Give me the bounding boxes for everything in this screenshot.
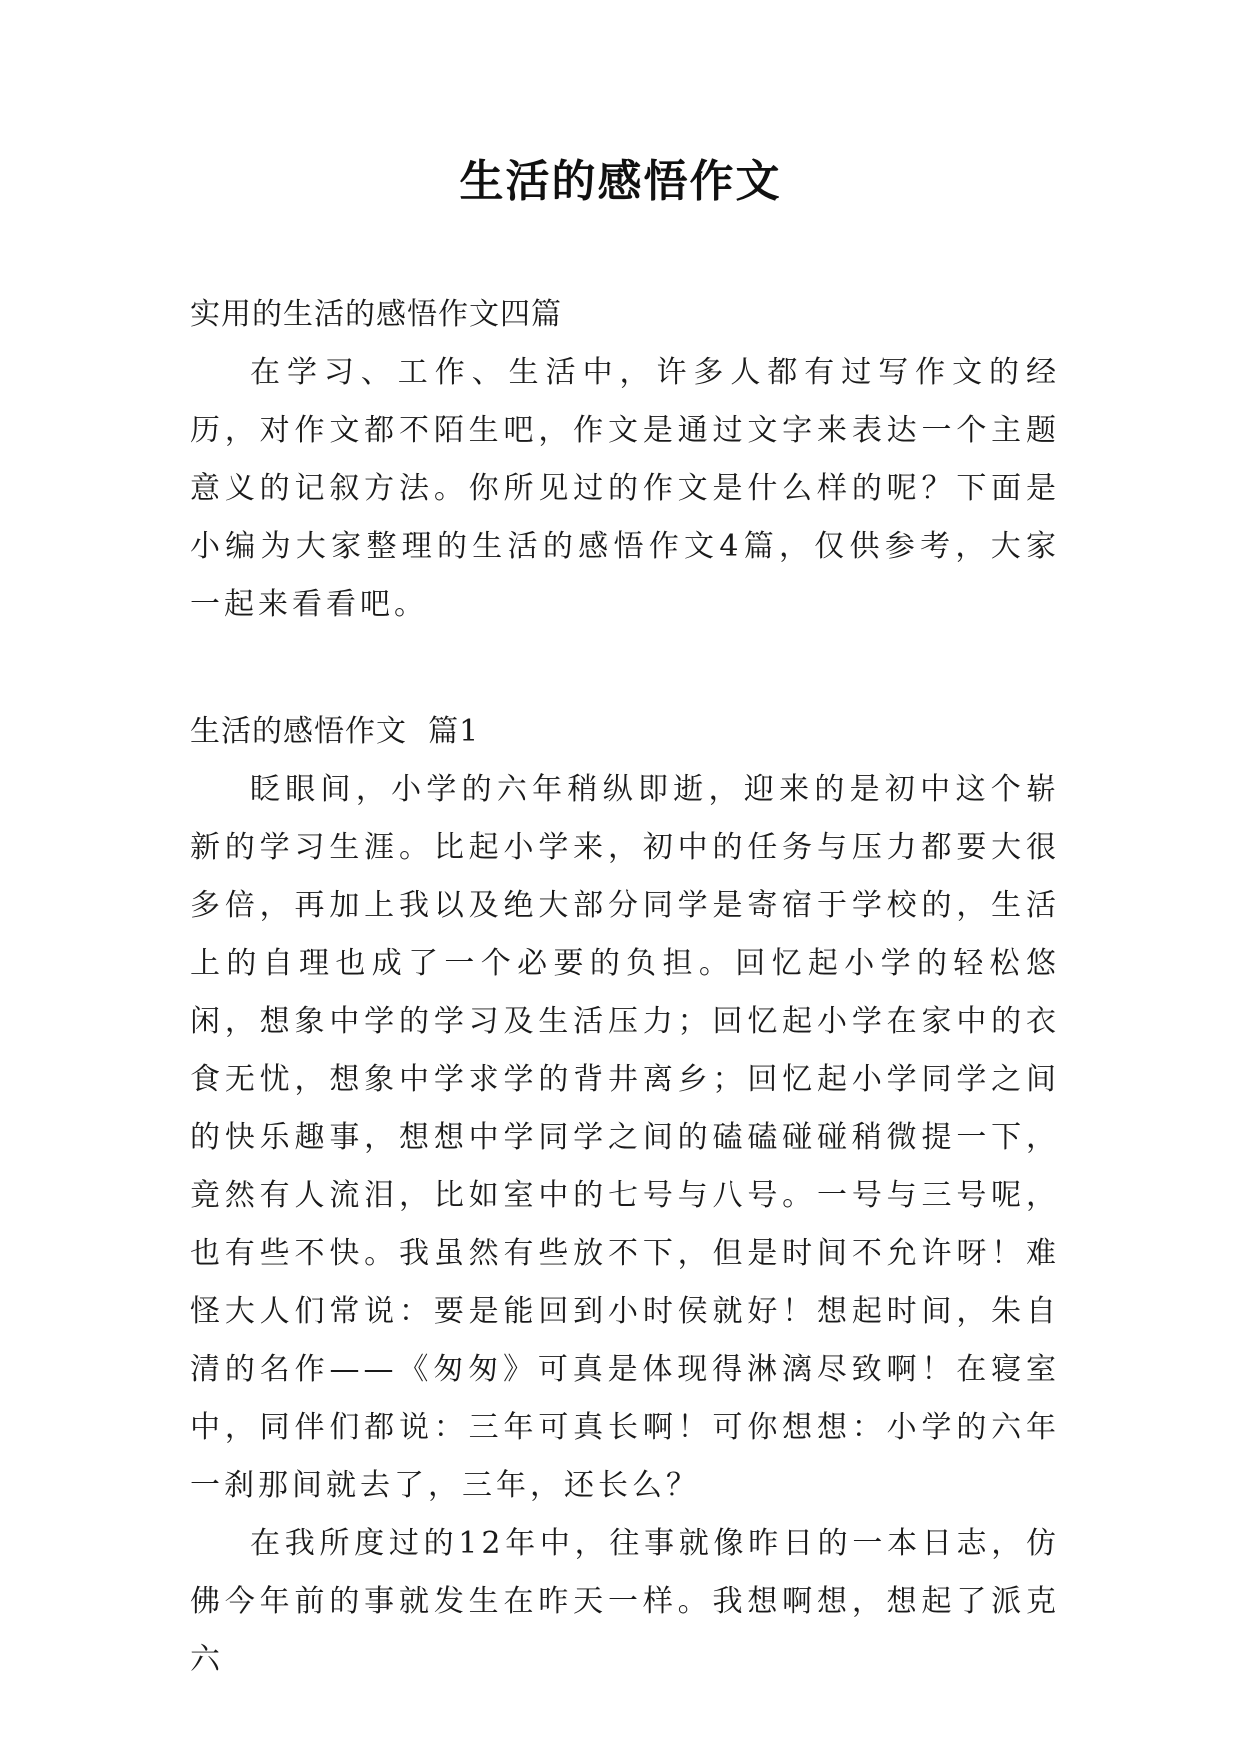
body-paragraph: 眨眼间，小学的六年稍纵即逝，迎来的是初中这个崭新的学习生涯。比起小学来，初中的任务与压力都要大很多倍，再加上我以及绝大部分同学是寄宿于学校的，生活上的自理也成了一个必要的负担。回忆起小学的轻松悠闲，想象中学的学习及生活压力；回忆起小学在家中的衣食无忧，想象中学求学的背井离乡；回忆起小学同学之间的快乐趣事，想想中学同学之间的磕磕碰碰稍微提一下，竟然有人流泪，比如室中的七号与八号。一号与三号呢，也有些不快。我虽然有些放不下，但是时间不允许呀！难怪大人们常说：要是能回到小时侯就好！想起时间，朱自清的名作——《匆匆》可真是体现得淋漓尽致啊！在寝室中，同伴们都说：三年可真长啊！可你想想：小学的六年一刹那间就去了，三年，还长么？ <box>190 772 1060 1503</box>
body-paragraph: 在我所度过的12年中，往事就像昨日的一本日志，仿佛今年前的事就发生在昨天一样。我想啊想，想起了派克六 <box>190 1526 1060 1677</box>
section-1-body <box>190 761 1060 1689</box>
section-heading: 生活的感悟作文 篇1 <box>190 714 480 749</box>
intro-section <box>190 344 1060 634</box>
document-subtitle: 实用的生活的感悟作文四篇 <box>190 297 562 332</box>
document-title: 生活的感悟作文 <box>459 156 782 207</box>
intro-paragraph: 在学习、工作、生活中，许多人都有过写作文的经历，对作文都不陌生吧，作文是通过文字来表达一个主题意义的记叙方法。你所见过的作文是什么样的呢？下面是小编为大家整理的生活的感悟作文4篇，仅供参考，大家一起来看看吧。 <box>190 355 1060 622</box>
